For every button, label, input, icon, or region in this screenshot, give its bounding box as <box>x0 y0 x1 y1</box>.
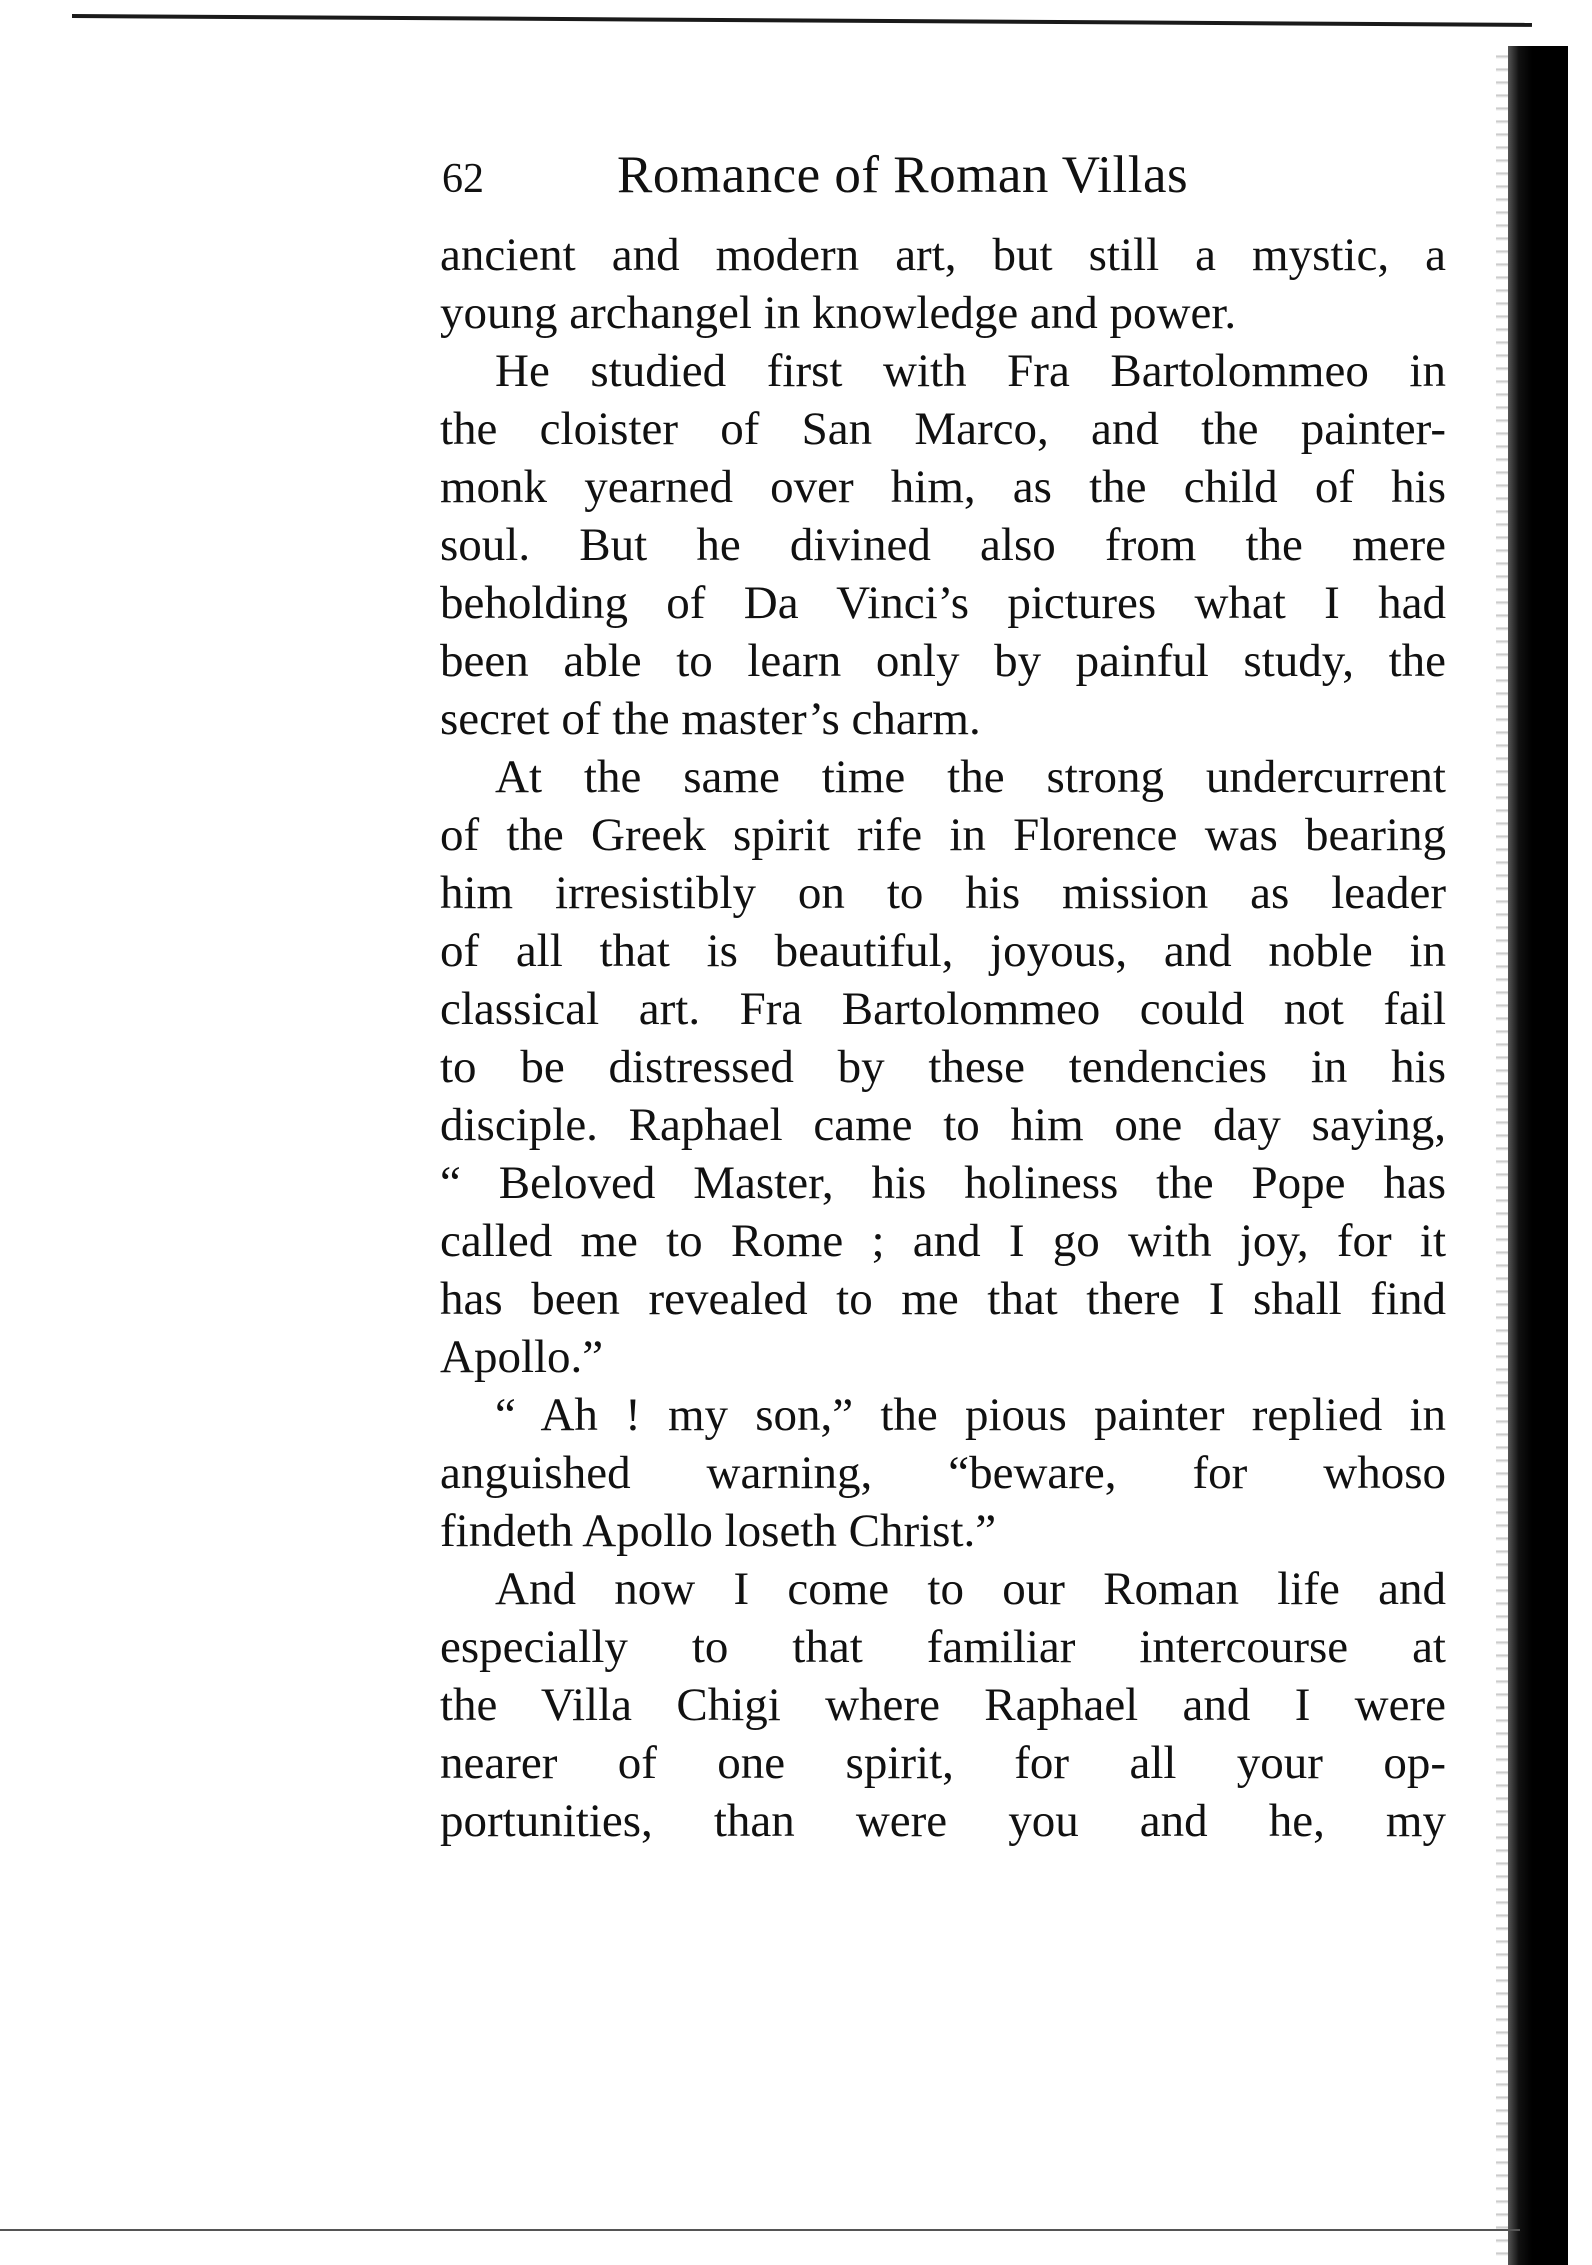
text-line: nearer of one spirit, for all your op- <box>440 1737 1446 1789</box>
text-line: of the Greek spirit rife in Florence was bearing <box>440 809 1446 861</box>
book-spine-shadow <box>1508 46 1568 2265</box>
text-line: has been revealed to me that there I shall find <box>440 1273 1446 1325</box>
text-line: of all that is beautiful, joyous, and noble in <box>440 925 1446 977</box>
text-line: He studied first with Fra Bartolommeo in <box>495 345 1446 397</box>
text-line: called me to Rome ; and I go with joy, for it <box>440 1215 1446 1267</box>
text-line: the cloister of San Marco, and the painter- <box>440 403 1446 455</box>
text-line: young archangel in knowledge and power. <box>440 287 1237 339</box>
text-line: the Villa Chigi where Raphael and I were <box>440 1679 1446 1731</box>
scan-bottom-rule <box>0 2229 1520 2231</box>
text-line: anguished warning, “beware, for whoso <box>440 1447 1446 1499</box>
body-text <box>440 226 1446 1850</box>
text-line: been able to learn only by painful study, the <box>440 635 1446 687</box>
text-line: to be distressed by these tendencies in his <box>440 1041 1446 1093</box>
text-line: classical art. Fra Bartolommeo could not fail <box>440 983 1446 1035</box>
text-line: beholding of Da Vinci’s pictures what I had <box>440 577 1446 629</box>
text-line: And now I come to our Roman life and <box>495 1563 1446 1615</box>
text-line: soul. But he divined also from the mere <box>440 519 1446 571</box>
scan-top-rule <box>72 14 1532 27</box>
book-page <box>440 140 1446 1850</box>
text-line: him irresistibly on to his mission as leader <box>440 867 1446 919</box>
running-title: Romance of Roman Villas <box>617 146 1189 204</box>
text-line: secret of the master’s charm. <box>440 693 981 745</box>
text-line: At the same time the strong undercurrent <box>495 751 1446 803</box>
text-line: findeth Apollo loseth Christ.” <box>440 1505 997 1557</box>
page-header <box>440 140 1446 210</box>
text-line: ancient and modern art, but still a mystic, a <box>440 229 1446 281</box>
text-line: “ Beloved Master, his holiness the Pope has <box>440 1157 1446 1209</box>
text-line: monk yearned over him, as the child of his <box>440 461 1446 513</box>
page-number: 62 <box>442 156 484 202</box>
text-line: especially to that familiar intercourse at <box>440 1621 1446 1673</box>
text-line: portunities, than were you and he, my <box>440 1795 1446 1847</box>
text-line: disciple. Raphael came to him one day saying, <box>440 1099 1446 1151</box>
text-line: Apollo.” <box>440 1331 604 1383</box>
text-line: “ Ah ! my son,” the pious painter replied in <box>495 1389 1446 1441</box>
